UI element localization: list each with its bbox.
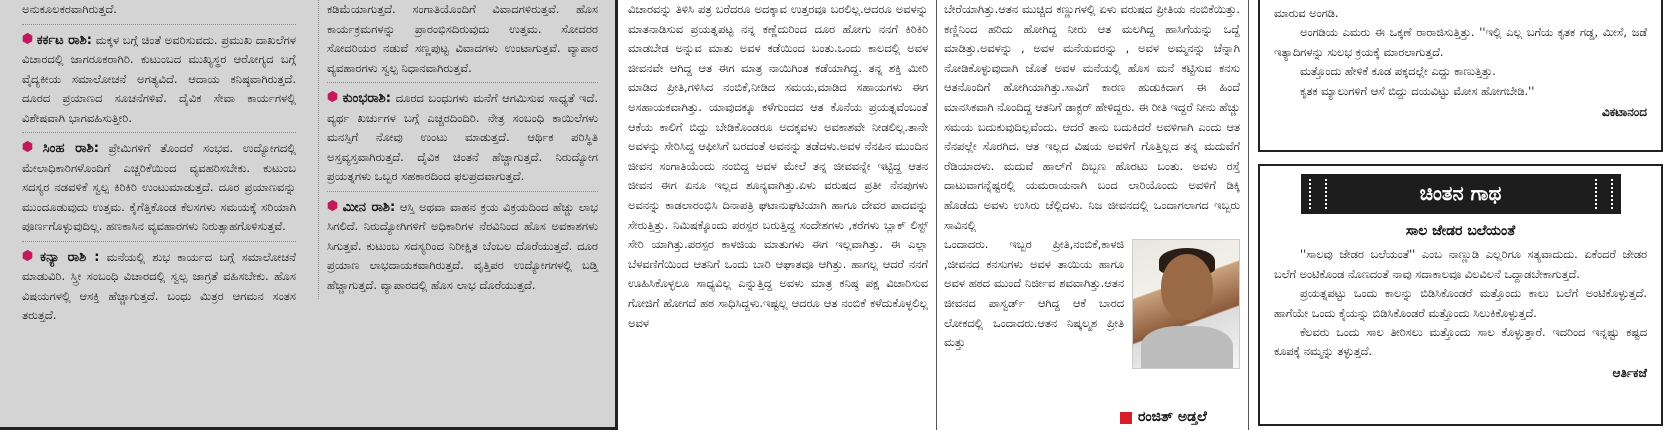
article-column-1: ವಿಚಾರವನ್ನು ತಿಳಿಸಿ ಪತ್ರ ಬರೆದರೂ ಅದಕ್ಕಾವ ಉತ್ತರವೂ ಬರಲಿಲ್ಲ.ಆದರೂ ಅವಳನ್ನು ಮಾತನಾಡಿಸುವ ಪ್ರಯತ್ನಪಟ್ಟ ನನ್ನ ಕಣ್ಣೆದುರಿಂದ ದೂರ ಹೋಗು ನನಗೆ ಕಿರಿಕಿರಿ ಮಾಡಬೇಡ ಅನ್ನುವ ಮಾತು ಅವಳ ಕಡೆಯಿಂದ ಬಂತು.ಒಂದು ಕಾಲದಲ್ಲಿ ಅವಳ ಜೀವನವೇ ಆಗಿದ್ದ ಆತ ಈಗ ಮಾತ್ರ ನಾಯಿಗಿಂತ ಕಡೆಯಾಗಿದ್ದ. ತನ್ನ ಶಕ್ತಿ ಮೀರಿ ಮಾಡಿದ ಪ್ರೀತಿ,ಗಳಿಸಿದ ನಂಬಿಕೆ,ನೀಡಿದ ಸಮಯ,ಮಾಡಿದ ಸಹಾಯಗಳು ಈಗ ಅಸಹಾಯಕವಾಗಿತ್ತು. ಯಾವುದಕ್ಕೂ ಕಳೆಗುಂದದ ಆತ ಕೊನೆಯ ಪ್ರಯತ್ನವೆಂಬಂತೆ ಆಕೆಯ ಕಾಲಿಗೆ ಬಿದ್ದು ಬೇಡಿಕೊಂಡರೂ ಅದಕ್ಕವಳು ಅವಕಾಶವೇ ನೀಡಲಿಲ್ಲ.ತಾನೇ ಅವಳನ್ನು ಸೇರಿಸಿದ್ದ ಆಫೀಸಿಗೆ ಬರದಂತೆ ಅವನನ್ನು ತಡೆದಳು.ಅವಳ ನೆನಪಿನ ಮುಂದಿನ ಜೀವನ ಸಂಗಾತಿಯೆಂದು ನಂಬಿದ್ದ ಅವಳ ಮೇಲೆ ತನ್ನ ಜೀವವನ್ನೇ ಇಟ್ಟಿದ್ದ ಆತನ ಜೀವನ ಈಗ ಏನೂ ಇಲ್ಲದ ಶೂನ್ಯವಾಗಿತ್ತು.ಏಳು ವರುಷದ ಪ್ರತೀ ನೆನಪುಗಳು ಅವನನ್ನು ಕಾಡಲಾರಂಭಿಸಿ ದಿನಾಪತ್ರಿ ಘಟಾನುಘಟಿಯಾಗಿ ಹಾಗೂ ದೇವರ ಪಾದವನ್ನು ಸೇರುತ್ತಿತ್ತು. ನಿಮಿಷಕ್ಕೊಂದು ಪರಸ್ಪರ ಬರುತ್ತಿದ್ದ ಸಂದೇಶಗಳು ,ಕರೆಗಳು ಬ್ಲಾಕ್ ಲಿಸ್ಟ್ ಸೇರಿ ಯಾಗಿತ್ತು.ಪರಸ್ಪರ ಕಾಳಜಿಯ ಮಾತುಗಳು ಈಗ ಇಲ್ಲವಾಗಿತ್ತು. ಈ ಎಲ್ಲಾ ಬೆಳವಣಿಗೆಯಿಂದ ಆತನಿಗೆ ಒಂದು ಬಾರಿ ಆಘಾತವೂ ಆಗಿತ್ತು. ಹಾಗಲ್ಲ ಆದರೆ ನನಗೆ ಊಹಿಸಿಕೊಳ್ಳಲೂ ಸಾಧ್ಯವಿಲ್ಲ ಎನ್ನುತ್ತಿದ್ದ ಅವಳು ಮಾತ್ರ ಕನಿಷ್ಠ ಪಕ್ಷ ವಿಚಾರಿಸುವ ಗೋಜಿಗೆ ಹೋಗದೆ ಹಠ ಸಾಧಿಸಿದ್ದಳು.ಇಷ್ಟಲ್ಲ ಆದರೂ ಆತ ನಂಬಿಕೆ ಕಳೆದುಕೊಳ್ಳಲಿಲ್ಲ ಅವಳ [628,3,928,330]
sign-text: ದೂರದ ಬಂಧುಗಳು ಮನೆಗೆ ಆಗಮಿಸುವ ಸಾಧ್ಯತೆ ಇದೆ. ವ್ಯರ್ಥ ಖರ್ಚುಗಳ ಬಗ್ಗೆ ಎಚ್ಚರದಿಂದಿರಿ. ನೇತ್ರ ಸಂಬಂಧಿ ಕಾಯಿಲೆಗಳು ಮನಸ್ಸಿಗೆ ನೋವು ಉಂಟು ಮಾಡುತ್ತದೆ. ಆರ್ಥಿಕ ಪರಿಸ್ಥಿತಿ ಅಸ್ತವ್ಯಸ್ತವಾಗಿರುತ್ತದೆ. ದೈವಿಕ ಚಿಂತನೆ ಹೆಚ್ಚಾಗುತ್ತದೆ. ನಿರುದ್ಯೋಗ ಪ್ರಯತ್ನಗಳು ಒಬ್ಬರ ಸಹಕಾರದಿಂದ ಫಲಪ್ರದವಾಗುತ್ತದೆ. [327,91,599,183]
horoscope-panel [0,0,618,430]
sign-name: ಕರ್ಕಟ ರಾಶಿ: [36,32,92,48]
hexagon-bullet-icon [20,247,35,262]
column-divider [1248,0,1249,430]
horoscope-continued-text: ಕಡಿಮೆಯಾಗುತ್ತದೆ. ಸಂಗಾತಿಯೊಂದಿಗೆ ವಿವಾದಗಳಿರುತ್ತವೆ. ಹೊಸ ಕಾರ್ಯಕ್ರಮಗಳನ್ನು ಪ್ರಾರಂಭಿಸದಿರುವುದು ಉತ್ತಮ. ಸೋದರರ ಸೋದರಿಯರ ನಡುವೆ ಸಣ್ಣಪುಟ್ಟ ವಿವಾದಗಳು ಉಂಟಾಗುತ್ತವೆ. ವ್ಯಾಪಾರ ವ್ಯವಹಾರಗಳು ಸ್ವಲ್ಪ ನಿಧಾನವಾಗಿರುತ್ತವೆ. [327,2,598,75]
box-paragraph: ಪ್ರಯತ್ನಪಟ್ಟು ಒಂದು ಕಾಲನ್ನು ಬಿಡಿಸಿಕೊಂಡರೆ ಮತ್ತೊಂದು ಕಾಲು ಬಲೆಗೆ ಅಂಟಿಕೊಳ್ಳುತ್ತದೆ. ಹಾಗೆಯೇ ಒಂದು ಕೈಯನ್ನು ಬಿಡಿಸಿಕೊಂಡರೆ ಮತ್ತೊಂದು ಸಿಲುಕಿಕೊಳ್ಳುತ್ತದೆ. [1274,287,1647,320]
sign-block-karkata [22,25,296,134]
box-paragraph: ''ಸಾಲವು ಜೇಡರ ಬಲೆಯಂತೆ'' ಎಂಬ ನಾಣ್ಣುಡಿ ಎಲ್ಲರಿಗೂ ಸತ್ಯವಾದುದು. ಏಕೆಂದರೆ ಜೇಡರ ಬಲೆಗೆ ಅಂಟಿಕೊಂಡ ನೊಣದಂತೆ ನಾವು ಸದಾಕಾಲವೂ ವಿಲವಿಲನೆ ಒದ್ದಾಡಬೇಕಾಗುತ್ತದೆ. [1274,248,1647,281]
sign-block-kumbha [327,83,598,192]
author-name: ರಂಜಿತ್ ಅಡ್ತಲೆ [1138,409,1207,425]
sign-text: ಮನೆಯಲ್ಲಿ ಶುಭ ಕಾರ್ಯದ ಬಗ್ಗೆ ಸಮಾಲೋಚನೆ ಮಾಡುವಿರಿ. ಸ್ತ್ರೀ ಸಂಬಂಧಿ ವಿಚಾರದಲ್ಲಿ ಸ್ವಲ್ಪ ಜಾಗ್ರತೆ ವಹಿಸಬೇಕು. ಹೊಸ ವಿಷಯಗಳಲ್ಲಿ ಆಸಕ್ತಿ ಹೆಚ್ಚಾಗುತ್ತದೆ. ಬಂಧು ಮಿತ್ರರ ಆಗಮನ ಸಂತಸ ತರುತ್ತದೆ. [22,249,297,322]
sign-block-kanya [22,242,296,330]
sign-text: ಪ್ರೇಮಿಗಳಿಗೆ ತೊಂದರೆ ಸಂಭವ. ಉದ್ಯೋಗದಲ್ಲಿ ಮೇಲಾಧಿಕಾರಿಗಳೊಂದಿಗೆ ಎಚ್ಚರಿಕೆಯಿಂದ ವ್ಯವಹರಿಸಬೇಕು. ಕುಟುಂಬ ಸದಸ್ಯರ ನಡವಳಿಕೆ ಸ್ವಲ್ಪ ಕಿರಿಕಿರಿ ಉಂಟುಮಾಡುತ್ತದೆ. ದೂರ ಪ್ರಯಾಣವನ್ನು ಮುಂದೂಡುವುದು ಉತ್ತಮ. ಕೈಗೆತ್ತಿಕೊಂಡ ಕೆಲಸಗಳು ಸಮಯಕ್ಕೆ ಸರಿಯಾಗಿ ಪೂರ್ಣಗೊಳ್ಳುವುದಿಲ್ಲ. ಹಣಕಾಸಿನ ವ್ಯವಹಾರಗಳು ನಿರುತ್ಸಾಹಗೊಳಿಸುತ್ತವೆ. [22,141,296,233]
horoscope-continued-text: ಅನುಕೂಲಕರವಾಗಿರುತ್ತದೆ. [22,2,117,16]
sign-block-simha [22,133,296,242]
article-column-2 [944,0,1240,373]
article-paragraph: ಒಂದಾದರು. ಇಬ್ಬರ ಪ್ರೀತಿ,ನಂಬಿಕೆ,ಕಾಳಜಿ ,ಜೀವನದ ಕನಸುಗಳು ಅವಳ ತಾಯಿಯ ಹಾಗೂ ಅವಳ ಹಠದ ಮುಂದೆ ನಿರ್ಜೀವ ಶವವಾಗಿತ್ತು.ಆತನ ಜೀವನದ ಪಾಸ್ವರ್ಡ್ ಆಗಿದ್ದ ಆಕೆ ಬಾರದ ಲೋಕದಲ್ಲಿ ಒಂದಾದರು.ಆತನ ನಿಷ್ಕಲ್ಮಶ ಪ್ರೀತಿ ಮತ್ತು [944,238,1124,350]
box-paragraph: ಕೃತಕ ಮ್ಯಾಲುಗಳಿಗೆ ಆಸೆ ಬಿದ್ದು ದಯವಿಟ್ಟು ಮೋಸ ಹೋಗಬೇಡಿ.'' [1300,84,1535,98]
sign-name: ಮೀನ ರಾಶಿ: [342,199,396,215]
article-paragraph: ಬೇರೆಯಾಗಿತ್ತು.ಆತನ ಮುಚ್ಚಿದ ಕಣ್ಣುಗಳಲ್ಲಿ ಏಳು ವರುಷದ ಪ್ರೀತಿಯ ನಂಬಿಕೆಯಿತ್ತು. ಕಣ್ಣಿನಿಂದ ಹರಿದು ಹೋಗಿದ್ದ ನೀರು ಆತ ಮಲಗಿದ್ದ ಹಾಸಿಗೆಯನ್ನು ಒದ್ದೆ ಮಾಡಿತ್ತು.ಅವಳನ್ನು , ಅವಳ ಮನೆಯವರನ್ನು , ಅವಳ ಅಮ್ಮನನ್ನು ಚೆನ್ನಾಗಿ ನೋಡಿಕೊಳ್ಳುವುದಾಗಿ ಜೊತೆ ಅವಳ ಮನೆಯಲ್ಲಿ ಹೊಸ ಮನೆ ಕಟ್ಟಿಸುವ ಕನಸು ಆತನೊಂದಿಗೆ ಹೋಗಿಯಾಗಿತ್ತು.ಸಾವಿಗೆ ಕಾರಣ ಹುಡುಕಿದಾಗ ಈ ಹಿಂದೆ ಮಾನಸಿಕವಾಗಿ ನೊಂದಿದ್ದ ಆತನಿಗೆ ಡಾಕ್ಟರ್ ಹೇಳಿದ್ದರು. ಈ ರೀತಿ ಇದ್ದರೆ ನೀನು ಹೆಚ್ಚು ಸಮಯ ಬದುಕುವುದಿಲ್ಲವೆಂದು. ಆದರೆ ತಾನು ಬದುಕಿದರೆ ಅವಳಿಗಾಗಿ ಎಂದು ಆತ ನೆನಪಲ್ಲೇ ಸೊರಗಿದ. ಆತ ಇಲ್ಲದ ವಿಷಯ ಅವಳಿಗೆ ಗೊತ್ತಿಲ್ಲದ ತನ್ನ ಮದುವೆಗೆ ರೆಡಿಯಾದಳು. ಮದುವೆ ಹಾಲ್‌ಗೆ ದಿಬ್ಬಣ ಹೊರಟು ಬಂತು. ಅವಳು ರಸ್ತೆ ದಾಟುವಾಗನ್ನೆಷ್ಟರಲ್ಲಿ ಯಮರಾಯನಾಗಿ ಬಂದ ಲಾರಿಯೊಂದು ಅವಳಿಗೆ ಡಿಕ್ಕಿ ಹೊಡೆದು ಅವಳು ಉಸಿರು ಚೆಲ್ಲಿದಳು. ನಿಜ ಜೀವನದಲ್ಲಿ ಒಂದಾಗಲಾಗದ ಇಬ್ಬರು ಸಾವಿನಲ್ಲಿ [944,3,1240,232]
chintana-gatha-box [1258,164,1663,426]
sign-name: ಕುಂಭರಾಶಿ: [342,91,391,106]
hexagon-bullet-icon [325,89,340,104]
sign-name: ಸಿಂಹ ರಾಶಿ: [42,141,99,156]
hexagon-bullet-icon [20,30,35,45]
sign-text: ಆಸ್ತಿ ಅಥವಾ ವಾಹನ ಕ್ರಯ ವಿಕ್ರಯದಿಂದ ಹೆಚ್ಚು ಲಾಭ ಸಿಗಲಿದೆ. ನಿರುದ್ಯೋಗಿಗಳಿಗೆ ಅಧಿಕಾರಿಗಳ ನೆರವಿನಿಂದ ಹೊಸ ಅವಕಾಶಗಳು ಸಿಗುತ್ತವೆ. ಕುಟುಂಬ ಸದಸ್ಯರಿಂದ ನಿರೀಕ್ಷಿತ ಬೆಂಬಲ ದೊರೆಯುತ್ತದೆ. ದೂರ ಪ್ರಯಾಣ ಲಾಭದಾಯಕವಾಗಿರುತ್ತದೆ. ವೃತ್ತಿಪರ ಉದ್ಯೋಗಗಳಲ್ಲಿ ಬಡ್ತಿ ಹೆಚ್ಚಾಗುತ್ತದೆ. ವ್ಯಾಪಾರದಲ್ಲಿ ಹೊಸ ಲಾಭ ದೊರೆಯುತ್ತದೆ. [327,199,599,292]
hexagon-bullet-icon [20,139,35,154]
article-title: ಸಾಲ ಜೇಡರ ಬಲೆಯಂತೆ [1405,223,1516,239]
section-banner [1301,174,1621,214]
humor-box [1258,0,1663,152]
author-photo [1132,239,1240,369]
box-paragraph: ಮತ್ತೊಂದು ಹೇಳಿಕೆ ಕೂಡ ಪಕ್ಕದಲ್ಲೇ ಎದ್ದು ಕಾಣುತ್ತಿತ್ತು. [1300,65,1496,79]
banner-title: ಚಿಂತನ ಗಾಥ [1419,181,1502,206]
article-byline [1120,408,1207,428]
sign-block-meena [327,192,598,300]
horoscope-column-1 [14,0,304,330]
sign-text: ಮಕ್ಕಳ ಬಗ್ಗೆ ಚಿಂತೆ ಅವರಿಸುವದು. ಪ್ರಮುಖ ದಾಖಲೆಗಳ ವಿಚಾರದಲ್ಲಿ ಜಾಗರೂಕರಾಗಿರಿ. ಕುಟುಂಬದ ಮುಖ್ಯಸ್ಥರ ಆರೋಗ್ಯದ ಬಗ್ಗೆ ವೈದ್ಯಕೀಯ ಸಮಾಲೋಚನೆ ಅಗತ್ಯವಿದೆ. ಆದಾಯ ಕನಿಷ್ಠವಾಗಿರುತ್ತದೆ. ದೂರದ ಪ್ರಯಾಣದ ಸೂಚನೆಗಳಿವೆ. ದೈವಿಕ ಸೇವಾ ಕಾರ್ಯಗಳಲ್ಲಿ ವಿಶೇಷವಾಗಿ ಭಾಗವಹಿಸುತ್ತೀರಿ. [22,32,296,125]
sign-name: ಕನ್ಯಾ ರಾಶಿ : [40,249,100,265]
box-paragraph: ಕೆಲವರು ಒಂದು ಸಾಲ ತೀರಿಸಲು ಮತ್ತೊಂದು ಸಾಲ ಕೊಳ್ಳುತ್ತಾರೆ. ಇದರಿಂದ ಇನ್ನಷ್ಟು ಕಷ್ಟದ ಕೂಪಕ್ಕೆ ನಮ್ಮನ್ನು ತಳ್ಳುತ್ತದೆ. [1274,326,1647,359]
box-paragraph: ಅಂಗಡಿಯ ಎಮರು ಈ ಒಕ್ಕಣೆ ರಾರಾಜಿಸುತ್ತಿತ್ತು. ''ಇಲ್ಲಿ ಎಲ್ಲ ಬಗೆಯ ಕೃತಕ ಗಡ್ಡ, ಮೀಸೆ, ಜಡೆ ಇತ್ಯಾದಿಗಳನ್ನು ಸುಲಭ ಕ್ರಯಕ್ಕೆ ಮಾರಲಾಗುತ್ತದೆ. [1274,26,1647,59]
hexagon-bullet-icon [325,197,340,212]
box-author: ಆರ್ತಿಕಜೆ [1612,365,1647,380]
box-text: ಮಾರುವ ಅಂಗಡಿ. [1274,7,1339,20]
column-divider [936,0,937,430]
red-square-icon [1120,412,1132,424]
box-author: ವಿಕಟಾನಂದ [1602,105,1647,120]
horoscope-column-2 [318,0,606,299]
